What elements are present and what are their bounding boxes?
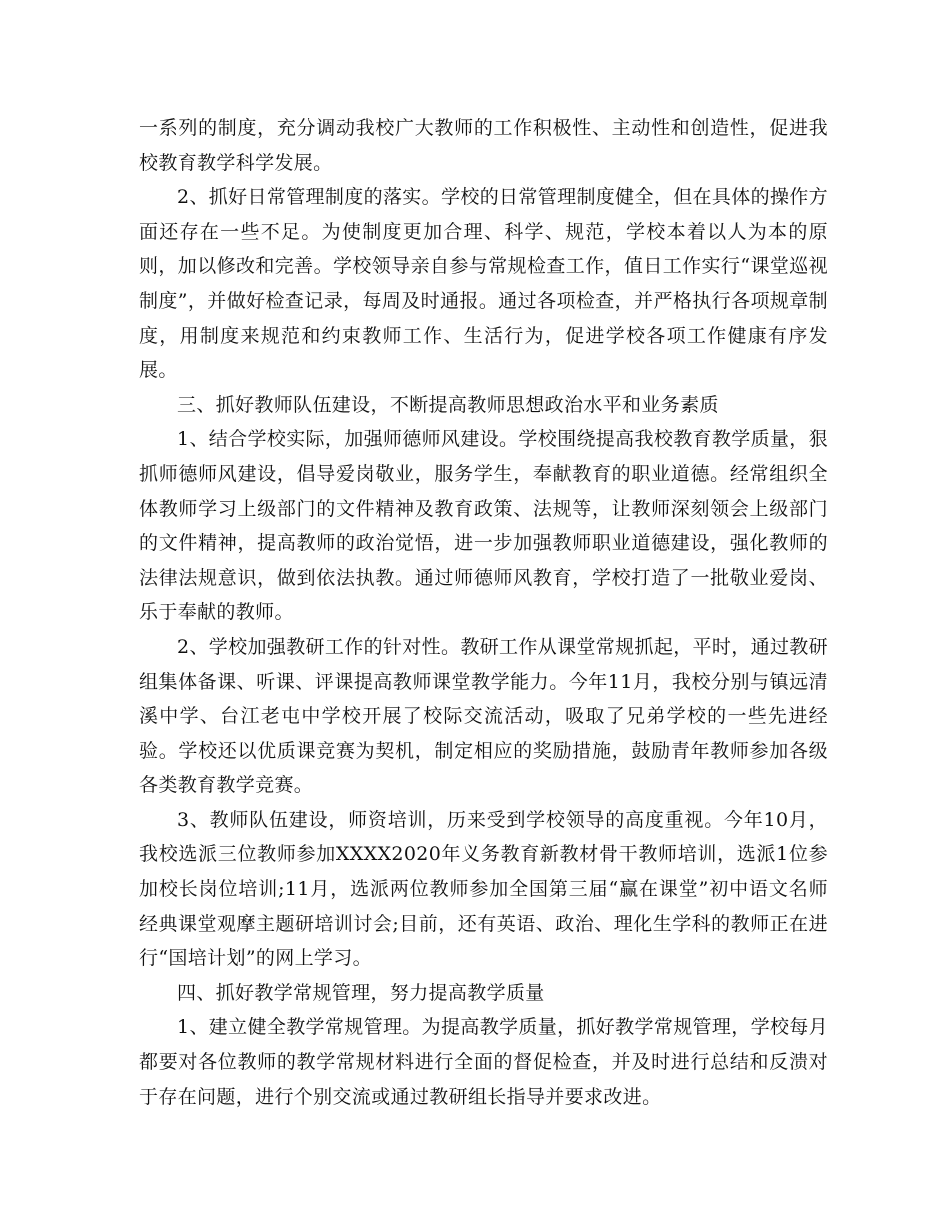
document-body bbox=[139, 111, 828, 1114]
paragraph-5: 2、学校加强教研工作的针对性。教研工作从课堂常规抓起，平时，通过教研组集体备课、听课、评课提高教师课堂教学能力。今年11月，我校分别与镇远清溪中学、台江老屯中学校开展了校际交流活动，吸取了兄弟学校的一些先进经验。学校还以优质课竞赛为契机，制定相应的奖励措施，鼓励青年教师参加各级各类教育教学竞赛。 bbox=[139, 635, 828, 797]
paragraph-1: 一系列的制度，充分调动我校广大教师的工作积极性、主动性和创造性，促进我校教育教学科学发展。 bbox=[139, 117, 828, 174]
paragraph-2: 2、抓好日常管理制度的落实。学校的日常管理制度健全，但在具体的操作方面还存在一些不足。为使制度更加合理、科学、规范，学校本着以人为本的原则，加以修改和完善。学校领导亲自参与常规检查工作，值日工作实行“课堂巡视制度”，并做好检查记录，每周及时通报。通过各项检查，并严格执行各项规章制度，用制度来规范和约束教师工作、生活行为，促进学校各项工作健康有序发展。 bbox=[139, 186, 828, 382]
section-heading-4: 四、抓好教学常规管理，努力提高教学质量 bbox=[177, 981, 545, 1004]
paragraph-4: 1、结合学校实际，加强师德师风建设。学校围绕提高我校教育教学质量，狠抓师德师风建设，倡导爱岗敬业，服务学生，奉献教育的职业道德。经常组织全体教师学习上级部门的文件精神及教育政策、法规等，让教师深刻领会上级部门的文件精神，提高教师的政治觉悟，进一步加强教师职业道德建设，强化教师的法律法规意识，做到依法执教。通过师德师风教育，学校打造了一批敬业爱岗、乐于奉献的教师。 bbox=[139, 428, 828, 624]
paragraph-6: 3、教师队伍建设，师资培训，历来受到学校领导的高度重视。今年10月，我校选派三位教师参加XXXX2020年义务教育新教材骨干教师培训，选派1位参加校长岗位培训;11月，选派两位教师参加全国第三届“赢在课堂”初中语文名师经典课堂观摩主题研培训讨会;目前，还有英语、政治、理化生学科的教师正在进行“国培计划”的网上学习。 bbox=[139, 808, 828, 970]
paragraph-8: 1、建立健全教学常规管理。为提高教学质量，抓好教学常规管理，学校每月都要对各位教师的教学常规材料进行全面的督促检查，并及时进行总结和反溃对于存在问题，进行个别交流或通过教研组长指导并要求改进。 bbox=[139, 1016, 828, 1108]
section-heading-3: 三、抓好教师队伍建设，不断提高教师思想政治水平和业务素质 bbox=[177, 393, 719, 416]
